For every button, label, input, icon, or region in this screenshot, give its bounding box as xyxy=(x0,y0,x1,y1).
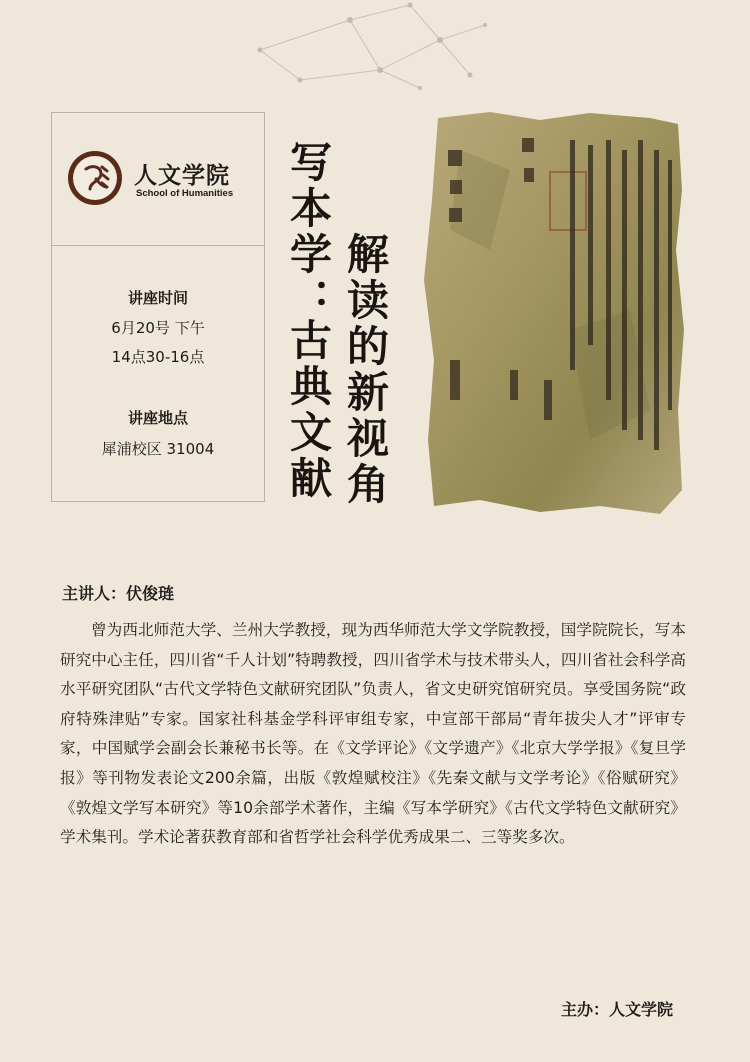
lecture-info-box xyxy=(51,112,265,502)
host-organizer: 主办：人文学院 xyxy=(561,1000,674,1019)
manuscript-image xyxy=(420,110,686,520)
network-decoration xyxy=(240,0,490,90)
school-name-en: School of Humanities xyxy=(136,188,234,199)
school-name-cn: 人文学院 xyxy=(134,163,230,189)
speaker-bio: 曾为西北师范大学、兰州大学教授，现为西华师范大学文学院教授，国学院院长，写本研究中心主任，四川省“千人计划”特聘教授，四川省学术与技术带头人，四川省社会科学高水平研究团队“古代文学特色文献研究团队”负责人，省文史研究馆研究员。享受国务院“政府特殊津贴”专家。国家社科基金学科评审组专家，中宣部干部局“青年拔尖人才”评审专家，中国赋学会副会长兼秘书长等。在《文学评论》《文学遗产》《北京大学学报》《复旦学报》等刊物发表论文200余篇，出版《敦煌赋校注》《先秦文献与文学考论》《俗赋研究》《敦煌文学写本研究》等10余部学术著作，主编《写本学研究》《古代文学特色文献研究》学术集刊。学术论著获教育部和省哲学社会科学优秀成果二、三等奖多次。 xyxy=(60,621,686,847)
lecture-place-label: 讲座地点 xyxy=(127,409,188,427)
lecture-date: 6月20号 下午 xyxy=(111,319,205,337)
lecture-time: 14点30-16点 xyxy=(111,348,205,366)
divider xyxy=(52,245,264,246)
lecture-place: 犀浦校区 31004 xyxy=(101,440,215,458)
school-seal-logo xyxy=(66,149,124,207)
speaker-name: 主讲人：伏俊琏 xyxy=(62,584,175,603)
lecture-time-label: 讲座时间 xyxy=(127,289,188,307)
title-line-1: 写本学： xyxy=(284,140,333,324)
title-line-3: 解读的新视角 xyxy=(341,232,390,508)
title-line-2: 古典文献 xyxy=(284,318,333,502)
